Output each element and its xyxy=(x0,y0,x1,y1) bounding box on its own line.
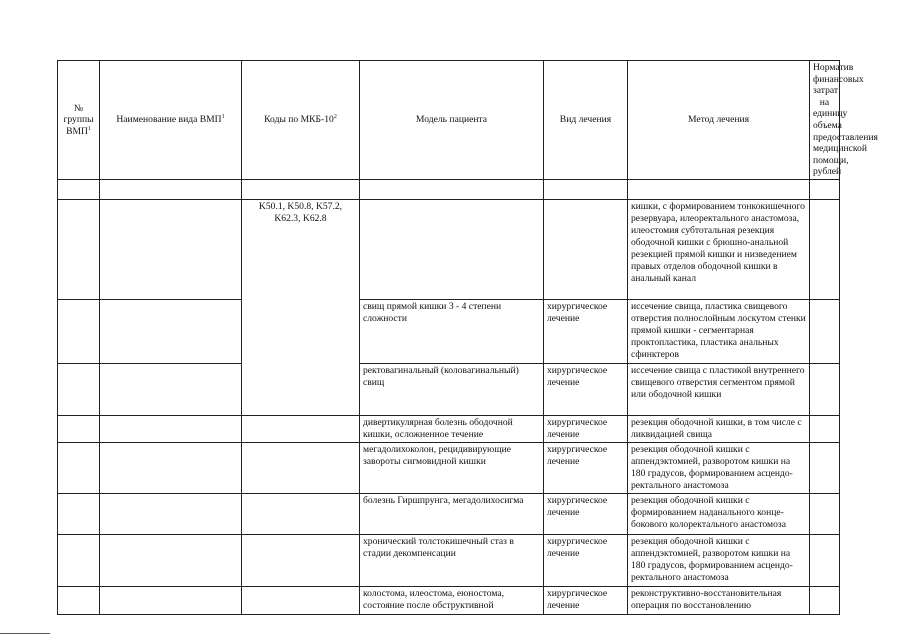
cell-treatment-type: хирургическое лечение xyxy=(544,493,628,534)
cell-patient-model: хронический толстокишечный стаз в стадии декомпенсации xyxy=(360,534,544,586)
cell-treatment-method: резекция ободочной кишки с аппендэктомией, разворотом кишки на 180 градусов, формированием асцендо-ректального анастомоза xyxy=(628,442,810,493)
table-row xyxy=(58,299,840,363)
cell-treatment-method: иссечение свища с пластикой внутреннего свищевого отверстия сегментом прямой или ободочной кишки xyxy=(628,363,810,415)
header-patient-model: Модель пациента xyxy=(360,61,544,180)
table-row-empty xyxy=(58,179,840,199)
header-treatment-type: Вид лечения xyxy=(544,61,628,180)
cell-treatment-method: резекция ободочной кишки с формированием наданального конце-бокового колоректального анастомоза xyxy=(628,493,810,534)
cell-patient-model: дивертикулярная болезнь ободочной кишки, осложненное течение xyxy=(360,415,544,442)
table-row xyxy=(58,442,840,493)
cell-patient-model: ректовагинальный (коловагинальный) свищ xyxy=(360,363,544,415)
cell-treatment-type: хирургическое лечение xyxy=(544,586,628,614)
header-icd-codes: Коды по МКБ-$10^2$ xyxy=(242,61,360,180)
cell-treatment-type xyxy=(544,199,628,299)
cell-treatment-method: резекция ободочной кишки с аппендэктомией, разворотом кишки на 180 градусов, формированием асцендо-ректального анастомоза xyxy=(628,534,810,586)
cell-treatment-type: хирургическое лечение xyxy=(544,363,628,415)
cell-icd-codes: K50.1, K50.8, K57.2, K62.3, K62.8 xyxy=(242,199,360,415)
header-financial-norm: Норматив финансовых затрат на единицу объема предоставления медицинской помощи, рублей xyxy=(810,61,840,180)
cell-treatment-method: резекция ободочной кишки, в том числе с ликвидацией свища xyxy=(628,415,810,442)
cell-patient-model: колостома, илеостома, еюностома, состояние после обструктивной xyxy=(360,586,544,614)
table-row xyxy=(58,415,840,442)
footnote-separator xyxy=(0,633,50,634)
table-row xyxy=(58,586,840,614)
cell-norm xyxy=(810,199,840,299)
cell-treatment-method: реконструктивно-восстановительная операция по восстановлению xyxy=(628,586,810,614)
cell-patient-model xyxy=(360,199,544,299)
cell-vmp-name xyxy=(100,199,242,299)
cell-treatment-type: хирургическое лечение xyxy=(544,415,628,442)
cell-group xyxy=(58,199,100,299)
table-row xyxy=(58,199,840,299)
cell-treatment-type: хирургическое лечение xyxy=(544,442,628,493)
table-row xyxy=(58,493,840,534)
cell-treatment-method: кишки, с формированием тонкокишечного резервуара, илеоректального анастомоза, илеостомия субтотальная резекция ободочной кишки с брюшно-анальной резекцией прямой кишки и низведением правых отделов ободочной кишки в анальный канал xyxy=(628,199,810,299)
cell-treatment-type: хирургическое лечение xyxy=(544,534,628,586)
cell-patient-model: болезнь Гиршпрунга, мегадолихосигма xyxy=(360,493,544,534)
header-treatment-method: Метод лечения xyxy=(628,61,810,180)
cell-treatment-method: иссечение свища, пластика свищевого отверстия полнослойным лоскутом стенки прямой кишки - сегментарная проктопластика, пластика анальных сфинктеров xyxy=(628,299,810,363)
vmp-table xyxy=(57,60,878,615)
table-row xyxy=(58,363,840,415)
cell-patient-model: мегадолихоколон, рецидивирующие завороты сигмовидной кишки xyxy=(360,442,544,493)
header-vmp-name: Наименование вида ВМП$^1$ xyxy=(100,61,242,180)
header-group-number: № группы ВМП$^1$ xyxy=(58,61,100,180)
table-row xyxy=(58,534,840,586)
cell-patient-model: свищ прямой кишки 3 - 4 степени сложности xyxy=(360,299,544,363)
cell-treatment-type: хирургическое лечение xyxy=(544,299,628,363)
table-header-row xyxy=(58,61,840,180)
